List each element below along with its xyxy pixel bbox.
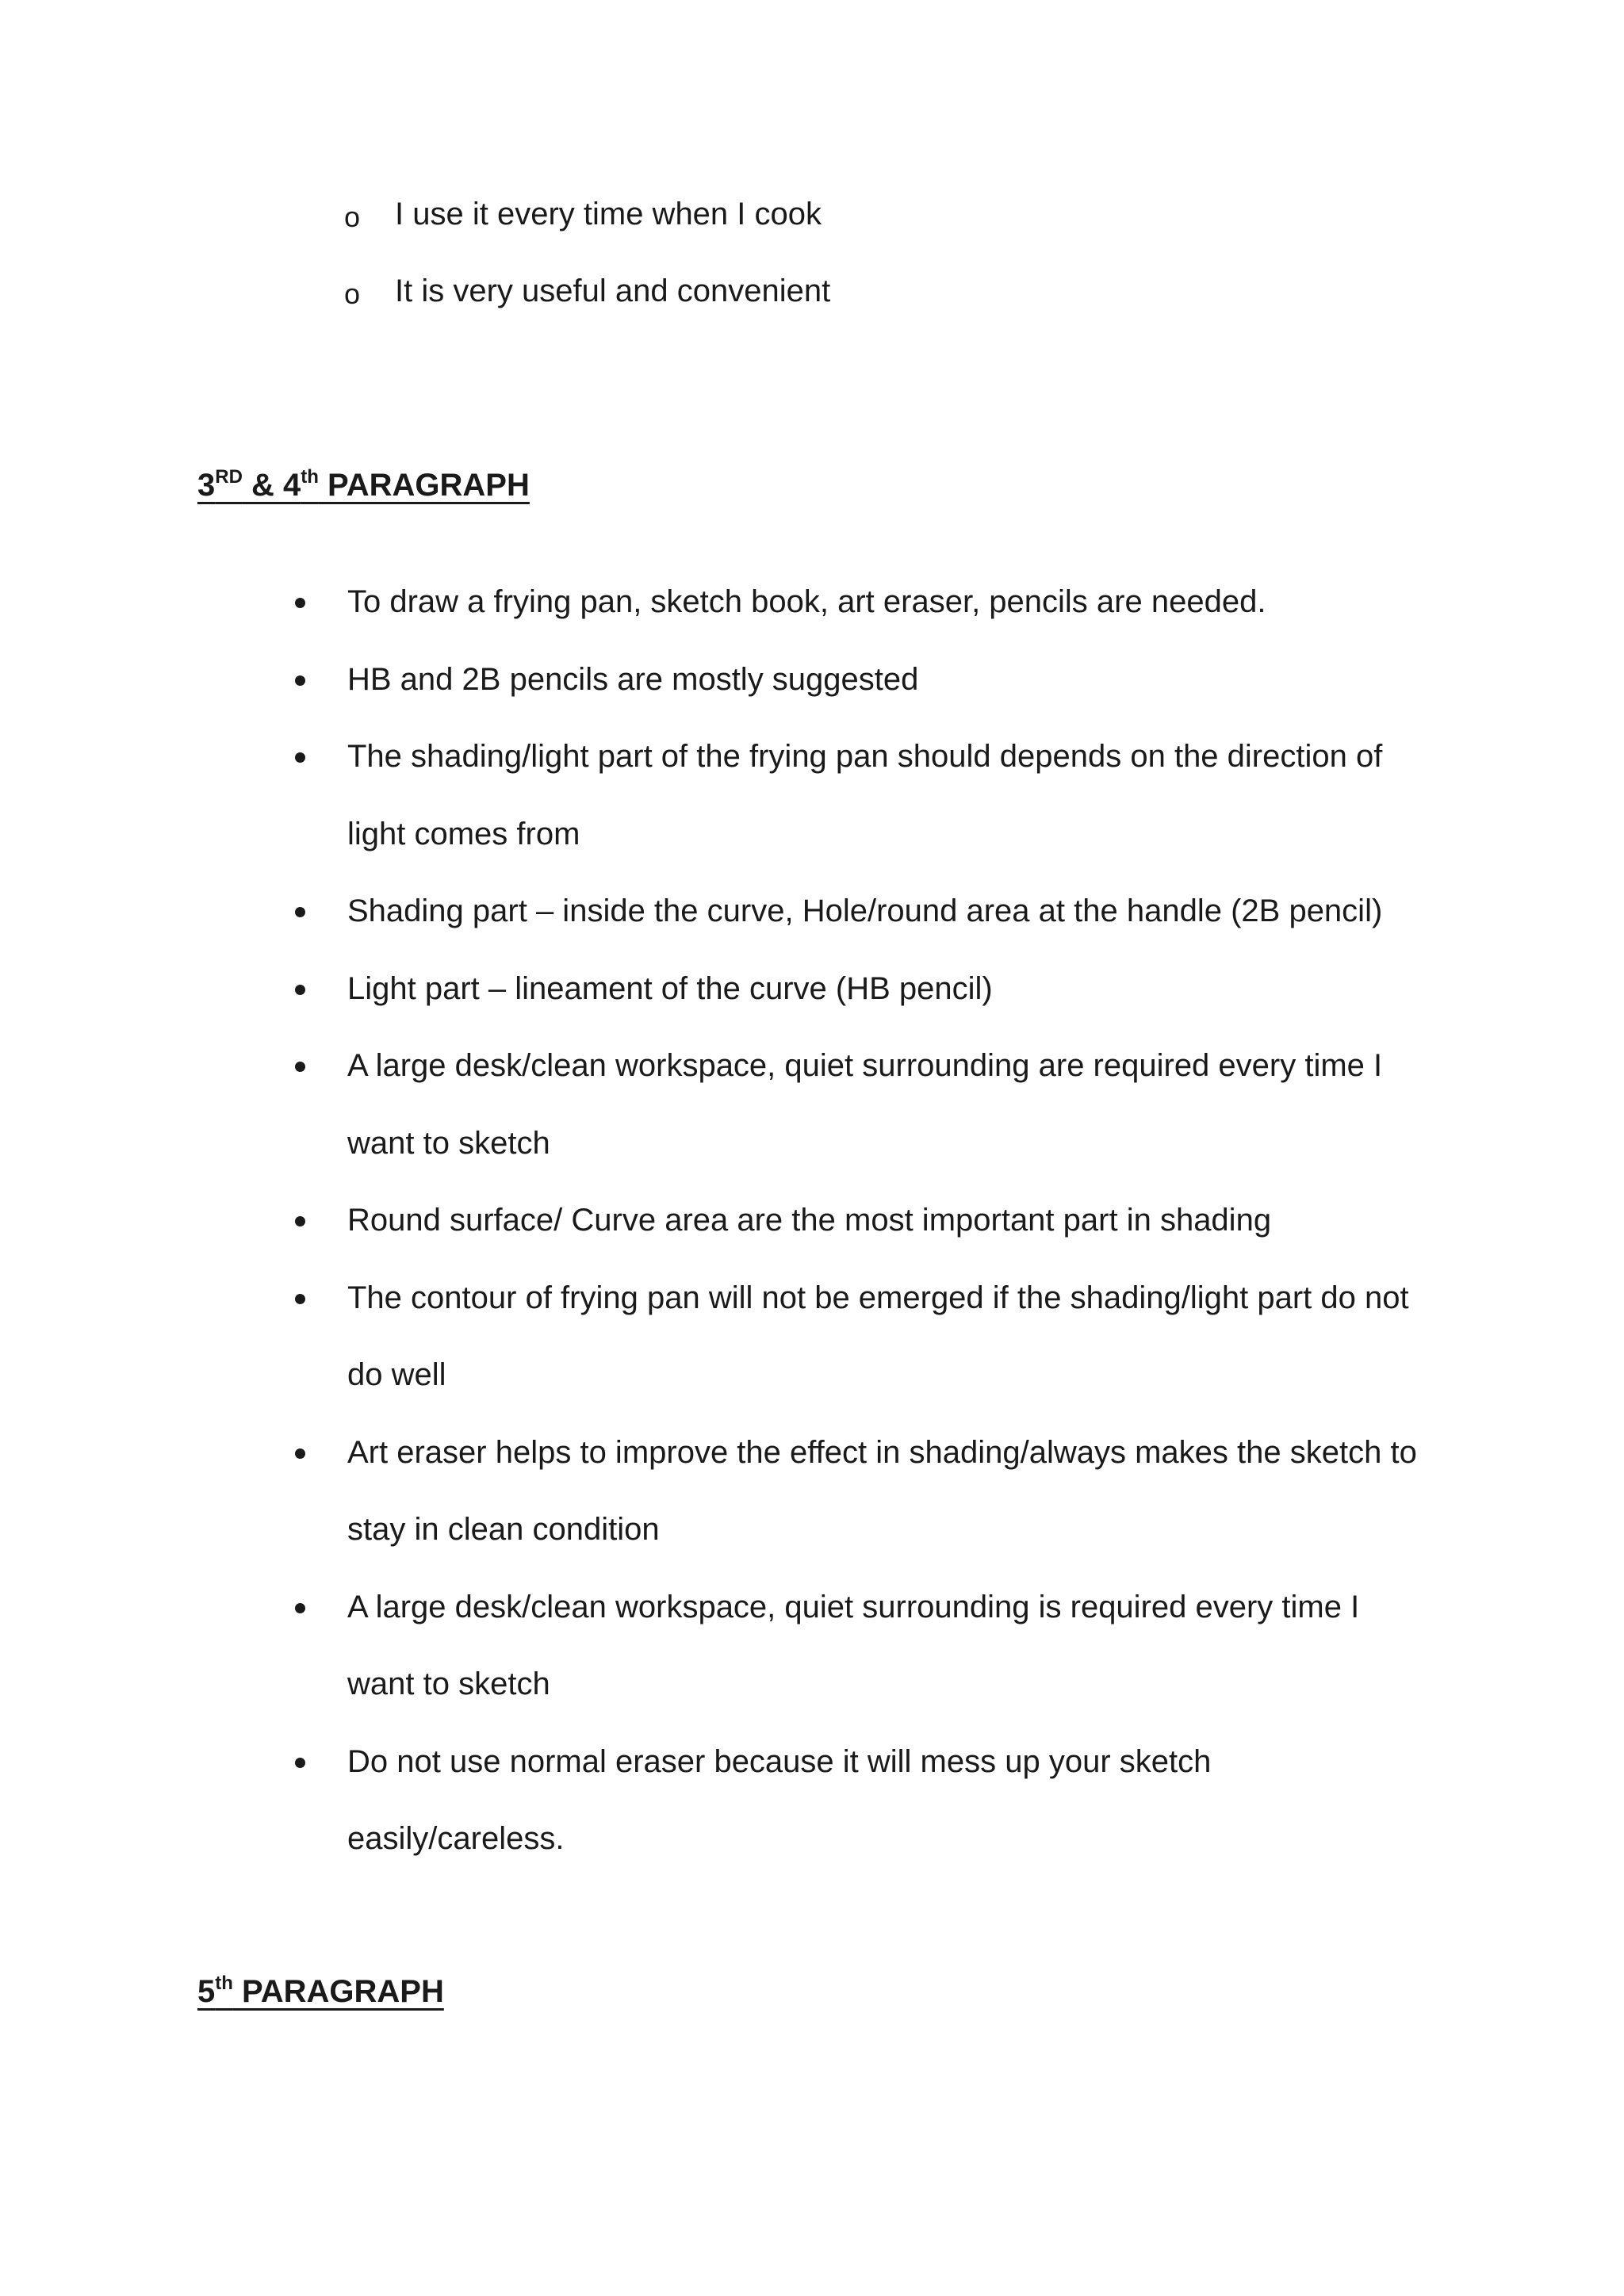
list-item-text: Shading part – inside the curve, Hole/round area at the handle (2B pencil) [347, 894, 1383, 928]
heading-number: & 4 [242, 468, 301, 503]
sub-bullet-list [344, 190, 830, 344]
list-item-text: The contour of frying pan will not be emerged if the shading/light part do not do well [347, 1280, 1409, 1392]
list-item [344, 267, 830, 344]
heading-text: PARAGRAPH [232, 1974, 444, 2009]
heading-superscript: RD [215, 466, 243, 488]
list-item-text: The shading/light part of the frying pan should depends on the direction of light comes from [347, 739, 1383, 851]
list-item-text: Art eraser helps to improve the effect in shading/always makes the sketch to stay in clean condition [347, 1434, 1417, 1547]
list-item [293, 1182, 1427, 1260]
list-item-text: Do not use normal eraser because it will mess up your sketch easily/careless. [347, 1743, 1212, 1856]
bullet-list [293, 564, 1427, 1878]
bullet-dot-icon [295, 907, 305, 917]
list-item-text: Round surface/ Curve area are the most important part in shading [347, 1203, 1272, 1238]
list-item-text: It is very useful and convenient [395, 274, 831, 308]
circle-bullet-icon: o [344, 201, 361, 233]
heading-text: PARAGRAPH [318, 468, 530, 503]
heading-superscript: th [215, 1973, 233, 1994]
list-item [293, 873, 1427, 951]
section-heading-5 [197, 1968, 444, 2015]
bullet-dot-icon [295, 1603, 305, 1613]
list-item-text: A large desk/clean workspace, quiet surrounding are required every time I want to sketch [347, 1048, 1383, 1161]
bullet-dot-icon [295, 1216, 305, 1226]
list-item [293, 1724, 1427, 1878]
bullet-dot-icon [295, 598, 305, 608]
list-item [293, 1260, 1427, 1414]
list-item [344, 190, 830, 267]
list-item [293, 951, 1427, 1028]
bullet-dot-icon [295, 1758, 305, 1768]
list-item [293, 564, 1427, 641]
list-item [293, 1414, 1427, 1569]
list-item-text: HB and 2B pencils are mostly suggested [347, 661, 919, 697]
heading-number: 3 [197, 468, 216, 503]
list-item [293, 1027, 1427, 1182]
list-item-text: Light part – lineament of the curve (HB pencil) [347, 970, 993, 1006]
heading-number: 5 [197, 1974, 216, 2009]
list-item [293, 718, 1427, 873]
list-item-text: I use it every time when I cook [395, 197, 822, 232]
section-heading-3-4 [197, 461, 530, 509]
list-item-text: A large desk/clean workspace, quiet surrounding is required every time I want to sketch [347, 1589, 1360, 1701]
list-item-text: To draw a frying pan, sketch book, art eraser, pencils are needed. [347, 584, 1266, 619]
list-item [293, 1569, 1427, 1724]
bullet-dot-icon [295, 985, 305, 995]
bullet-dot-icon [295, 675, 305, 686]
bullet-dot-icon [295, 1448, 305, 1459]
bullet-dot-icon [295, 1062, 305, 1072]
bullet-dot-icon [295, 752, 305, 763]
circle-bullet-icon: o [344, 277, 361, 310]
bullet-dot-icon [295, 1294, 305, 1304]
list-item [293, 641, 1427, 719]
heading-superscript: th [301, 466, 319, 488]
